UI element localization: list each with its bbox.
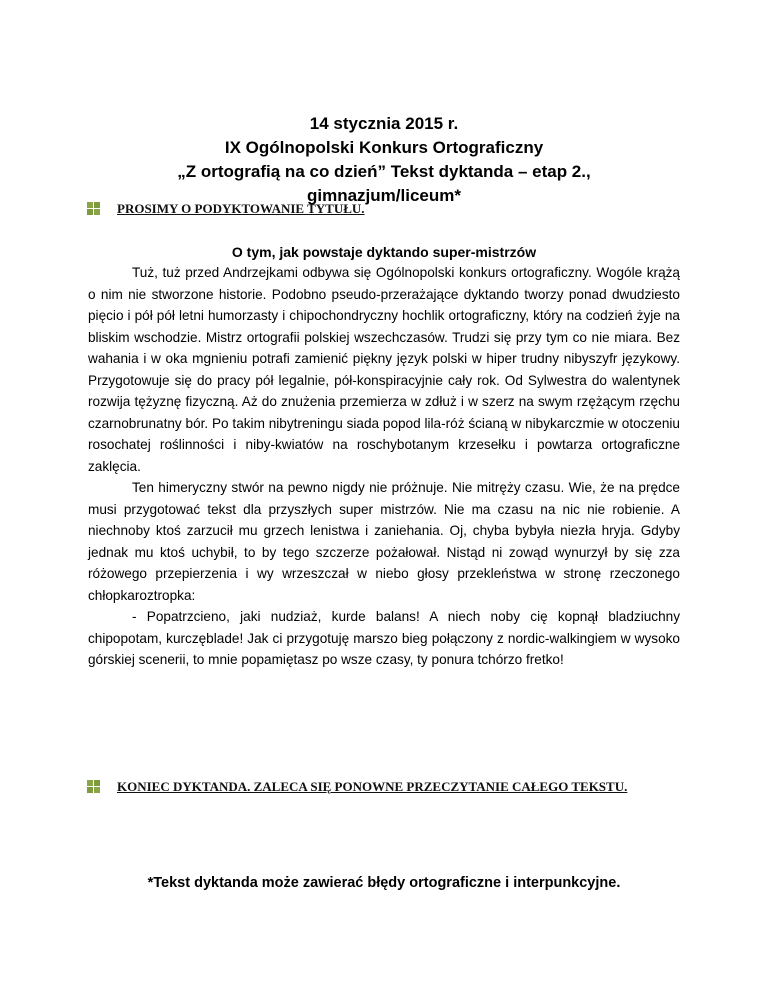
header-date: 14 stycznia 2015 r. bbox=[309, 114, 459, 133]
instruction-end bbox=[87, 776, 683, 797]
instruction-end-text: KONIEC DYKTANDA. ZALECA SIĘ PONOWNE PRZECZYTANIE CAŁEGO TEKSTU. bbox=[117, 779, 628, 794]
story-title: O tym, jak powstaje dyktando super-mistrzów bbox=[231, 244, 537, 260]
instruction-start-text: PROSIMY O PODYKTOWANIE TYTUŁU. bbox=[117, 201, 365, 216]
document-header bbox=[0, 112, 768, 208]
story-paragraph: Tuż, tuż przed Andrzejkami odbywa się Ogólnopolski konkurs ortograficzny. Wogóle krążą o nim nie stworzone historie. Podobno pseudo-przerażające dyktando tworzy ponad dwudziesto pięcio i pół pół letni humorzasty i chipochondryczny hochlik ortograficzny, który na codzień żyje na bliskim wschodzie. Mistrz ortografii polskiej wszechczasów. Trudzi się przy tym co nie miara. Bez wahania i w oka mgnieniu potrafi zamienić piękny język polski w hiper trudny nibyszyfr językowy. Przygotowuje się do pracy pół legalnie, pół-konspiracyjnie cały rok. Od Sylwestra do walentynek rozwija tężyznę fizyczną. Aż do znużenia przemierza w zdłuż i w szerz na swym rzężącym rzęchu czarnobrunatny bór. Po takim nibytreningu siada popod lila-róż ścianą w nibykarczmie w otoczeniu rosochatej roślinności i niby-kwiatów na roschybotanym krzesełku i powtarza ortograficzne zaklęcia. bbox=[88, 265, 680, 474]
header-contest-name: IX Ogólnopolski Konkurs Ortograficzny bbox=[224, 138, 544, 157]
footnote: *Tekst dyktanda może zawierać błędy ortograficzne i interpunkcyjne. bbox=[147, 875, 621, 891]
header-level: gimnazjum/liceum* bbox=[307, 186, 461, 205]
story-paragraph: Ten himeryczny stwór na pewno nigdy nie próżnuje. Nie mitręży czasu. Wie, że na prędce musi przygotować tekst dla przyszłych super mistrzów. Nie ma czasu na nic nie robienie. A niechnoby ktoś zarzucił mu grzech lenistwa i zaniehania. Oj, chyba bybyła niezła hryja. Gdyby jednak mu ktoś uchybił, to by tego szczerze pożałował. Nistąd ni zowąd wynurzył by się zza różowego przepierzenia i wy wrzeszczał w niebo głosy przekleństwa w stronę rzeczonego chłopkaroztropka: bbox=[88, 480, 680, 603]
story-body bbox=[88, 262, 680, 671]
square-bullet-icon bbox=[87, 780, 100, 793]
header-subtitle: „Z ortografią na co dzień” Tekst dyktanda – etap 2., bbox=[177, 162, 591, 181]
story-paragraph: - Popatrzcieno, jaki nudziaż, kurde balans! A niech noby cię kopnął bladziuchny chipopotam, kurczęblade! Jak ci przygotuję marszo bieg połączony z nordic-walkingiem w wysoko górskiej scenerii, to mnie popamiętasz po wsze czasy, ty ponura tchórzo fretko! bbox=[88, 609, 680, 667]
instruction-start bbox=[87, 198, 683, 219]
square-bullet-icon bbox=[87, 202, 100, 215]
